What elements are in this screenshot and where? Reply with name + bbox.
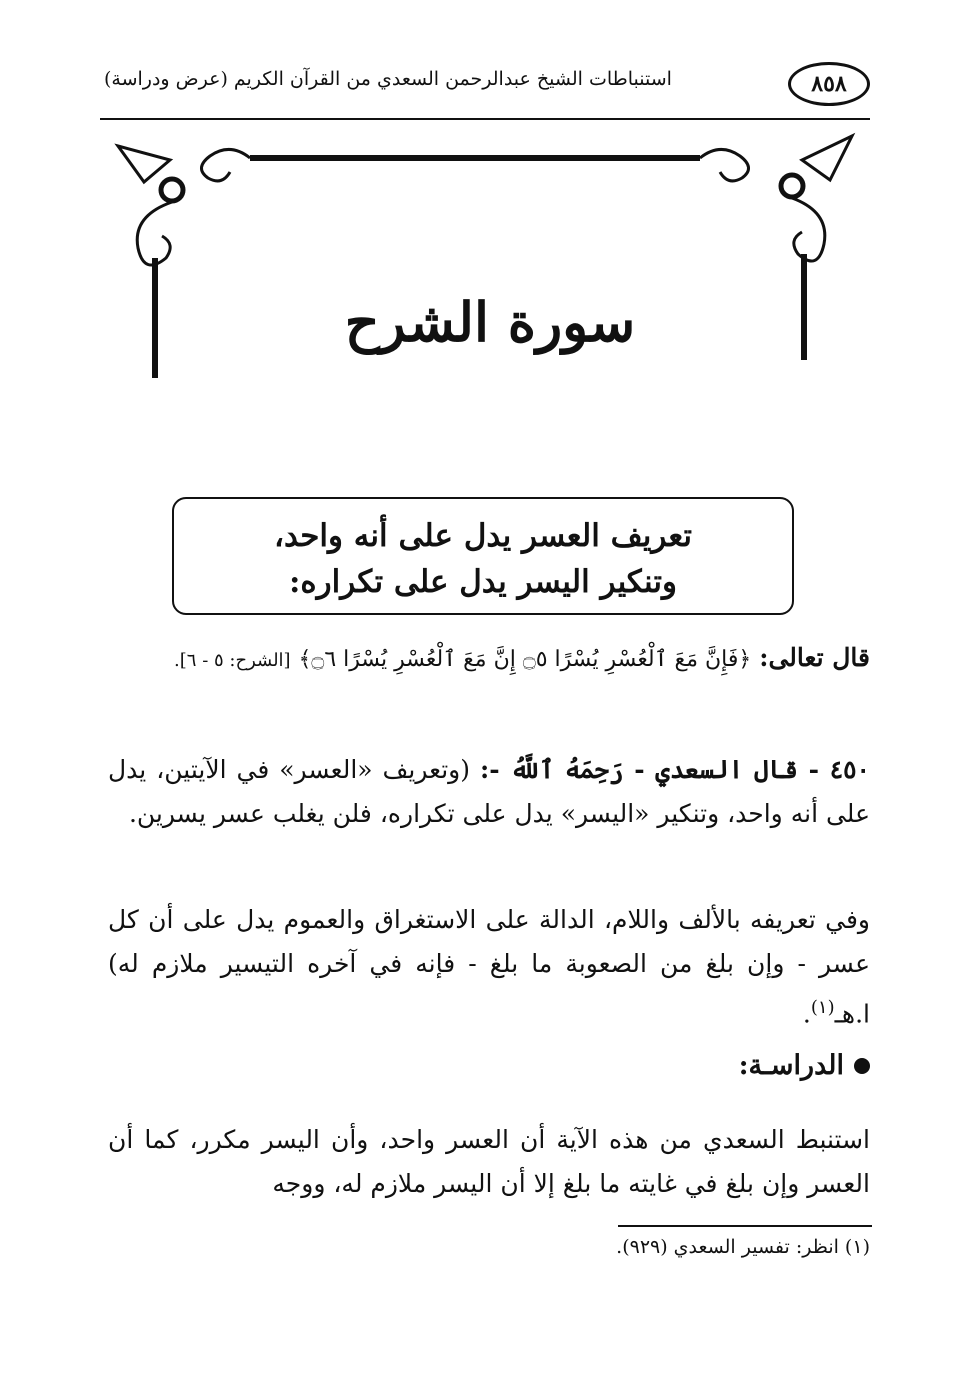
verse-reference: [الشرح: ٥ - ٦]. [174, 650, 291, 671]
quote-continuation [108, 898, 870, 1036]
continuation-text: وفي تعريفه بالألف واللام، الدالة على الاستغراق والعموم يدل على أن كل عسر - وإن بلغ من الصعوبة ما بلغ - فإنه في آخره التيسير ملازم له) ا.هـ [108, 905, 870, 1029]
topic-box [172, 497, 794, 615]
surah-title: سورة الشرح [344, 290, 636, 354]
frame-scroll-left [201, 149, 250, 180]
quote-text: (وتعريف «العسر» في الآيتين، يدل على أنه واحد، وتنكير «اليسر» يدل على تكراره، فلن يغلب عسر يسرين. [108, 755, 870, 828]
frame-curl-left [137, 202, 172, 265]
footnote-marker: (١) [810, 997, 835, 1018]
footnote: (١) انظر: تفسير السعدي (٩٢٩). [616, 1236, 870, 1258]
frame-corner-right [802, 136, 852, 180]
continuation-end: . [802, 999, 811, 1029]
verse-intro: قال تعالى: [759, 643, 870, 672]
frame-knot-right [781, 175, 803, 197]
frame-curl-right [792, 198, 825, 261]
verse-paragraph [108, 636, 870, 683]
topic-line-1: تعريف العسر يدل على أنه واحد، [273, 518, 693, 554]
ornamental-frame [100, 128, 870, 398]
frame-scroll-right [700, 149, 749, 180]
frame-corner-left [118, 146, 170, 182]
quote-paragraph [108, 748, 870, 836]
topic-line-2: وتنكير اليسر يدل على تكراره: [288, 564, 677, 600]
running-title: استنباطات الشيخ عبدالرحمن السعدي من القرآن الكريم (عرض ودراسة) [104, 68, 672, 90]
footnote-rule [618, 1225, 872, 1227]
frame-knot-left [161, 179, 183, 201]
page-number: ٨٥٨ [788, 62, 870, 106]
header-rule [100, 118, 870, 120]
study-heading [739, 1050, 870, 1081]
quote-number: ٤٥٠ - قال السعدي - رَحِمَهُ ٱللَّهُ -: [479, 755, 870, 784]
study-heading-text: الدراسـة: [738, 1050, 844, 1081]
study-paragraph: استنبط السعدي من هذه الآية أن العسر واحد، وأن اليسر مكرر، كما أن العسر وإن بلغ في غايته ما بلغ إلا أن اليسر ملازم له، ووجه [108, 1125, 870, 1198]
running-header [100, 62, 870, 122]
quran-verse: ﴿فَإِنَّ مَعَ ٱلْعُسْرِ يُسْرًا ۝٥ إِنَّ مَعَ ٱلْعُسْرِ يُسْرًا ۝٦﴾ [298, 647, 752, 672]
bullet-icon [854, 1058, 870, 1074]
